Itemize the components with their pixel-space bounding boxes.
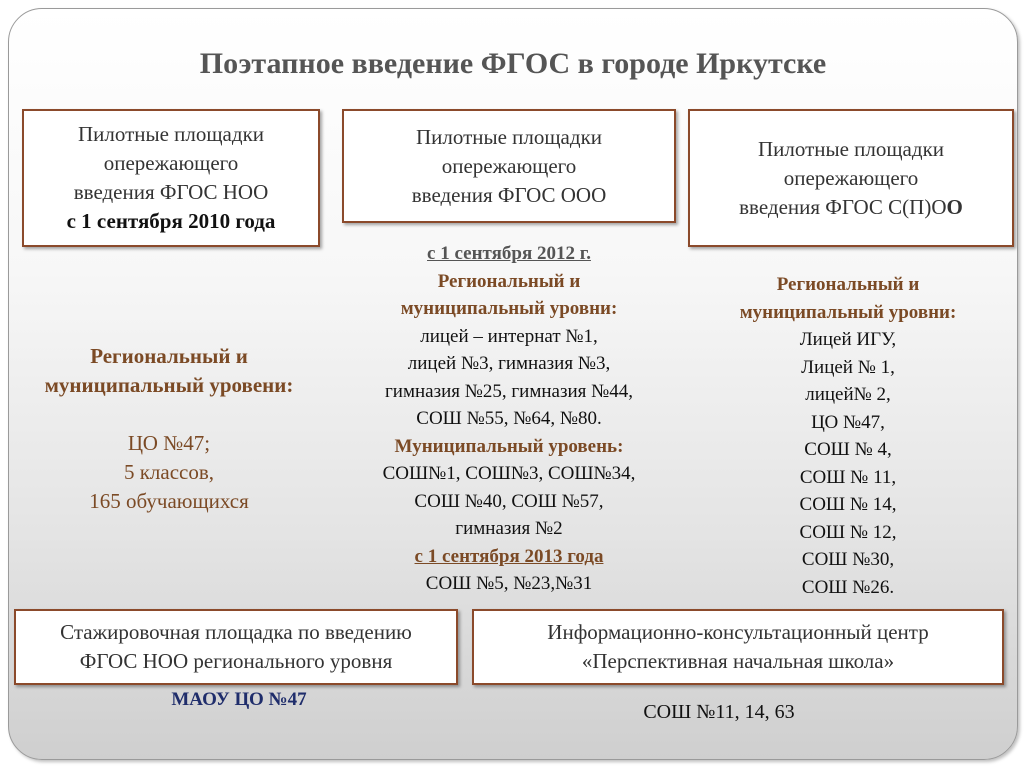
list-item: СОШ№1, СОШ№3, СОШ№34, [382, 463, 636, 484]
col-soo-head1: Региональный и [776, 274, 920, 295]
box-noo-line3: введения ФГОС НОО [73, 180, 269, 204]
col-noo-head2: муниципальный уровени: [44, 373, 294, 397]
list-item: СОШ №55, №64, №80. [416, 408, 602, 429]
col-noo-spacer [9, 400, 329, 429]
list-item: СОШ № 14, [799, 494, 897, 515]
col-ooo-head2: муниципальный уровни: [400, 298, 618, 319]
center-schools: СОШ №11, 14, 63 [643, 701, 795, 723]
list-item: СОШ № 11, [799, 466, 897, 488]
page-title: Поэтапное введение ФГОС в городе Иркутске [199, 47, 827, 80]
col-soo-head2: муниципальный уровни: [739, 301, 957, 323]
box-ooo-line3: введения ФГОС ООО [411, 182, 607, 207]
list-item: гимназия №2 [455, 518, 563, 539]
list-item: Лицей № 1, [801, 356, 895, 378]
slide [8, 8, 1018, 760]
list-item: лицей – интернат №1, [420, 325, 598, 347]
column-ooo [352, 240, 666, 598]
list-item: СОШ №40, СОШ №57, [414, 490, 604, 512]
column-soo [689, 271, 1007, 601]
col-noo-head1: Региональный и [90, 344, 248, 368]
box-soo-line1: Пилотные площадки [757, 136, 945, 161]
col-ooo-date1: с 1 сентября 2012 г. [427, 243, 591, 264]
box-center-line2: «Перспективная начальная школа» [581, 649, 895, 673]
list-item: СОШ № 12, [799, 521, 897, 543]
list-item: лицей №3, гимназия №3, [407, 353, 611, 374]
list-item: СОШ № 4, [804, 439, 892, 460]
box-soo-line3-bold: О [946, 194, 963, 219]
box-soo-line2: опережающего [783, 165, 919, 190]
column-noo [9, 342, 329, 516]
list-item: СОШ №5, №23,№31 [425, 573, 593, 594]
box-ooo-line2: опережающего [441, 153, 577, 178]
box-soo-line3 [690, 193, 1012, 222]
col-noo-line2: 5 классов, [123, 460, 215, 484]
col-noo-line1: ЦО №47; [127, 431, 211, 455]
box-center-line1: Информационно-консультационный центр [547, 620, 929, 644]
box-soo-line3-text: введения ФГОС С(П)О [739, 194, 947, 219]
list-item: СОШ №30, [801, 549, 895, 570]
col-noo-line3: 165 обучающихся [89, 489, 249, 513]
box-noo-line2: опережающего [103, 151, 239, 175]
box-pilot-soo [688, 109, 1014, 247]
box-ooo-line1: Пилотные площадки [415, 124, 603, 149]
box-pilot-ooo [342, 109, 676, 223]
box-noo-line1: Пилотные площадки [77, 122, 265, 146]
list-item: Лицей ИГУ, [799, 329, 897, 350]
list-item: СОШ №26. [801, 576, 895, 598]
col-ooo-head1: Региональный и [437, 270, 581, 292]
list-item: лицей№ 2, [805, 384, 891, 405]
box-training-line1: Стажировочная площадка по введению [60, 620, 412, 644]
box-pilot-noo [22, 109, 320, 247]
col-ooo-head3: Муниципальный уровень: [394, 435, 624, 457]
training-school: МАОУ ЦО №47 [171, 689, 307, 710]
col-ooo-date2: с 1 сентября 2013 года [414, 545, 604, 567]
box-training-platform [14, 609, 458, 685]
box-info-center [472, 609, 1004, 685]
box-training-line2: ФГОС НОО регионального уровня [79, 649, 393, 673]
list-item: ЦО №47, [811, 411, 885, 433]
list-item: гимназия №25, гимназия №44, [384, 380, 633, 402]
box-noo-date: с 1 сентября 2010 года [66, 209, 276, 233]
